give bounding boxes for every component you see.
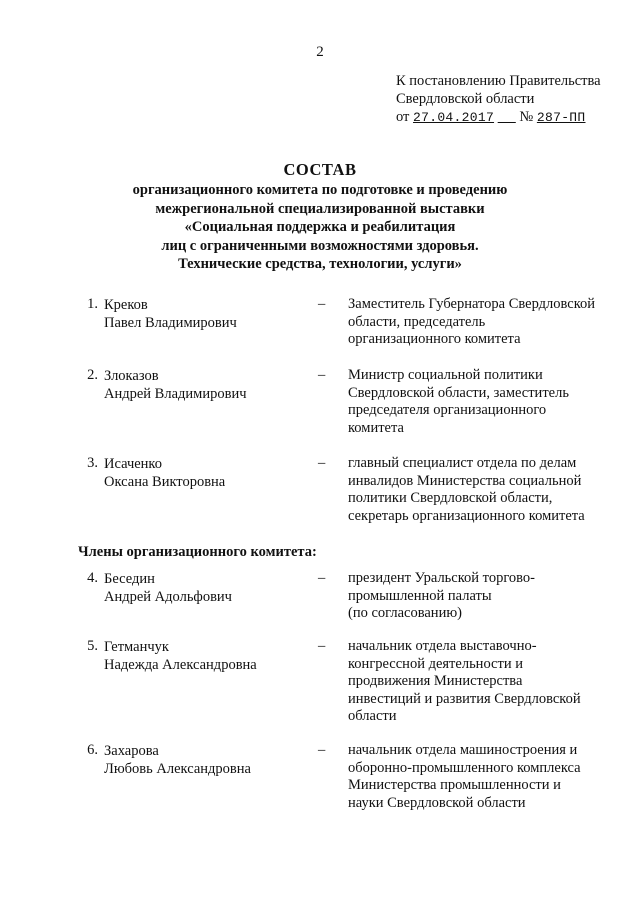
- role-line: инвестиций и развития Свердловской: [348, 690, 581, 707]
- role-line: Свердловской области, заместитель: [348, 384, 569, 401]
- number-sign: №: [519, 109, 534, 125]
- role-line: президент Уральской торгово-: [348, 570, 535, 586]
- role-line: начальник отдела выставочно-: [348, 638, 537, 654]
- entry-number: 5.: [87, 638, 98, 654]
- entry-dash: –: [318, 455, 326, 471]
- role-line: инвалидов Министерства социальной: [348, 472, 582, 489]
- role-line: политики Свердловской области,: [348, 490, 553, 506]
- heading-line-3: «Социальная поддержка и реабилитация: [184, 219, 456, 235]
- reference-date: 27.04.2017: [413, 110, 495, 125]
- entry-dash: –: [318, 638, 326, 654]
- entry-surname: Захарова: [104, 743, 159, 759]
- entry-role: [348, 570, 610, 623]
- role-line: промышленной палаты: [348, 587, 492, 604]
- reference-number-fill: [498, 109, 516, 125]
- heading-line-2: межрегиональной специализированной выставки: [155, 200, 485, 217]
- reference-prefix: от: [396, 109, 410, 125]
- role-line: (по согласованию): [348, 605, 462, 621]
- reference-line-1: К постановлению Правительства: [396, 73, 601, 89]
- entry-number: 4.: [87, 570, 98, 586]
- role-line: комитета: [348, 419, 404, 436]
- entry-number: 3.: [87, 455, 98, 471]
- entry-given-names: Павел Владимирович: [104, 315, 237, 331]
- entry-role: [348, 367, 610, 437]
- role-line: начальник отдела машиностроения и: [348, 742, 578, 758]
- document-title: СОСТАВ: [283, 160, 357, 179]
- entry-surname: Исаченко: [104, 456, 162, 472]
- entry-dash: –: [318, 367, 326, 383]
- entry-dash: –: [318, 742, 326, 758]
- entry-role: [348, 296, 610, 349]
- entry-given-names: Андрей Владимирович: [104, 386, 247, 402]
- heading-line-1: организационного комитета по подготовке и проведению: [132, 182, 508, 198]
- role-line: Заместитель Губернатора Свердловской: [348, 296, 596, 312]
- entry-surname: Гетманчук: [104, 639, 169, 655]
- entry-role: [348, 638, 610, 726]
- entry-name: [104, 455, 314, 491]
- role-line: председателя организационного: [348, 402, 547, 418]
- role-line: организационного комитета: [348, 331, 521, 347]
- entry-name: [104, 367, 314, 403]
- entry-role: [348, 742, 610, 812]
- entry-dash: –: [318, 296, 326, 312]
- entry-name: [104, 742, 314, 778]
- role-line: науки Свердловской области: [348, 794, 526, 811]
- heading-line-5: Технические средства, технологии, услуги»: [178, 256, 462, 272]
- role-line: области, председатель: [348, 313, 486, 330]
- reference-number: 287-ПП: [536, 110, 586, 125]
- heading-line-4: лиц с ограниченными возможностями здоровья.: [161, 237, 479, 254]
- entry-given-names: Андрей Адольфович: [104, 589, 232, 605]
- members-section-label: Члены организационного комитета:: [78, 544, 317, 560]
- decree-reference: [396, 72, 601, 127]
- entry-number: 6.: [87, 742, 98, 758]
- role-line: Министр социальной политики: [348, 367, 543, 383]
- reference-line-2: Свердловской области: [396, 91, 535, 107]
- role-line: конгрессной деятельности и: [348, 655, 523, 672]
- entry-dash: –: [318, 570, 326, 586]
- role-line: продвижения Министерства: [348, 673, 523, 689]
- entry-surname: Беседин: [104, 571, 155, 587]
- entry-name: [104, 296, 314, 332]
- entry-name: [104, 570, 314, 606]
- role-line: области: [348, 708, 397, 724]
- entry-surname: Злоказов: [104, 368, 159, 384]
- role-line: главный специалист отдела по делам: [348, 455, 577, 471]
- entry-given-names: Любовь Александровна: [104, 761, 251, 777]
- role-line: оборонно-промышленного комплекса: [348, 759, 581, 776]
- document-heading: [0, 160, 640, 274]
- entry-given-names: Надежда Александровна: [104, 657, 257, 673]
- role-line: Министерства промышленности и: [348, 777, 561, 793]
- reference-date-number: [396, 108, 601, 127]
- entry-surname: Креков: [104, 297, 148, 313]
- entry-given-names: Оксана Викторовна: [104, 474, 226, 490]
- entry-role: [348, 455, 610, 525]
- role-line: секретарь организационного комитета: [348, 507, 585, 524]
- entry-number: 1.: [87, 296, 98, 312]
- entry-number: 2.: [87, 367, 98, 383]
- page-number: 2: [316, 44, 324, 60]
- entry-name: [104, 638, 314, 674]
